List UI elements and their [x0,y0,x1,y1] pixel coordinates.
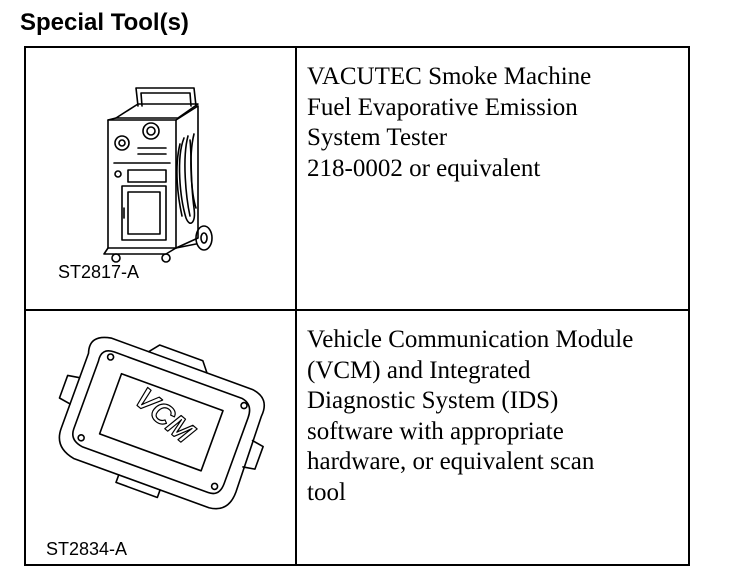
description-line: System Tester [307,124,448,151]
description-line: VACUTEC Smoke Machine [307,63,592,90]
tool-illustration-cell [25,310,296,565]
tool-code: ST2817-A [58,262,140,282]
description-line: software with appropriate [307,417,564,445]
description-line: tool [307,478,346,506]
description-line: Vehicle Communication Module [307,326,634,353]
description-line: Fuel Evaporative Emission [307,93,578,121]
tool-description [296,310,689,565]
description-line: (VCM) and Integrated [307,356,531,384]
tool-row [25,310,689,565]
special-tools-table [24,46,690,566]
vcm-module-illustration [26,311,295,566]
svg-text:VCM: VCM [127,381,201,450]
tool-description [296,47,689,310]
description-line: 218-0002 or equivalent [307,154,541,182]
tool-code: ST2834-A [46,539,128,559]
description-line: hardware, or equivalent scan [307,448,595,475]
tool-illustration-cell [25,47,296,310]
tool-row [25,47,689,310]
description-line: Diagnostic System (IDS) [307,387,559,414]
page-title: Special Tool(s) [20,9,189,36]
